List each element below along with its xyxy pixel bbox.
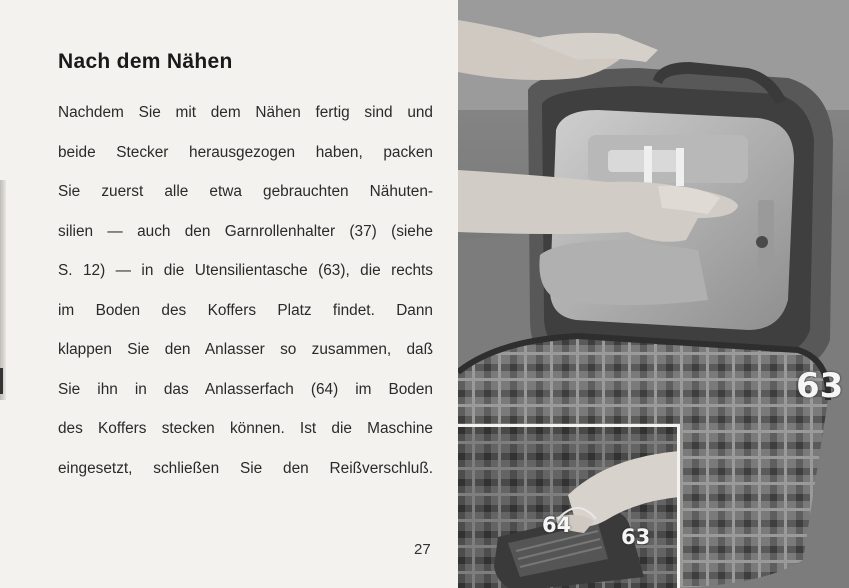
- body-paragraph: [58, 97, 433, 492]
- page-edge-mark: [0, 368, 3, 394]
- body-line: im Boden des Koffers Platz findet. Dann: [58, 301, 433, 319]
- callout-label-63: 63: [796, 366, 844, 406]
- callout-label-63-inset: 63: [621, 525, 651, 549]
- inset-illustration: [458, 427, 680, 588]
- inset-photo: [458, 424, 680, 588]
- body-line: Sie ihn in das Anlasserfach (64) im Boden: [58, 380, 433, 398]
- body-line: klappen Sie den Anlasser so zusammen, daß: [58, 341, 433, 358]
- body-line: des Koffers stecken können. Ist die Maschine: [58, 420, 433, 437]
- body-line: beide Stecker herausgezogen haben, packen: [58, 143, 433, 161]
- page-number: 27: [414, 541, 431, 558]
- body-line: eingesetzt, schließen Sie den Reißverschluß.: [58, 459, 433, 477]
- body-line: Sie zuerst alle etwa gebrauchten Nähuten-: [58, 183, 433, 200]
- page-heading: Nach dem Nähen: [58, 50, 233, 73]
- body-line: S. 12) — in die Utensilientasche (63), die rechts: [58, 262, 433, 279]
- page-edge-shadow: [0, 180, 6, 400]
- callout-label-64: 64: [542, 513, 572, 537]
- body-line: silien — auch den Garnrollenhalter (37) (siehe: [58, 222, 433, 240]
- body-line: Nachdem Sie mit dem Nähen fertig sind und: [58, 104, 433, 121]
